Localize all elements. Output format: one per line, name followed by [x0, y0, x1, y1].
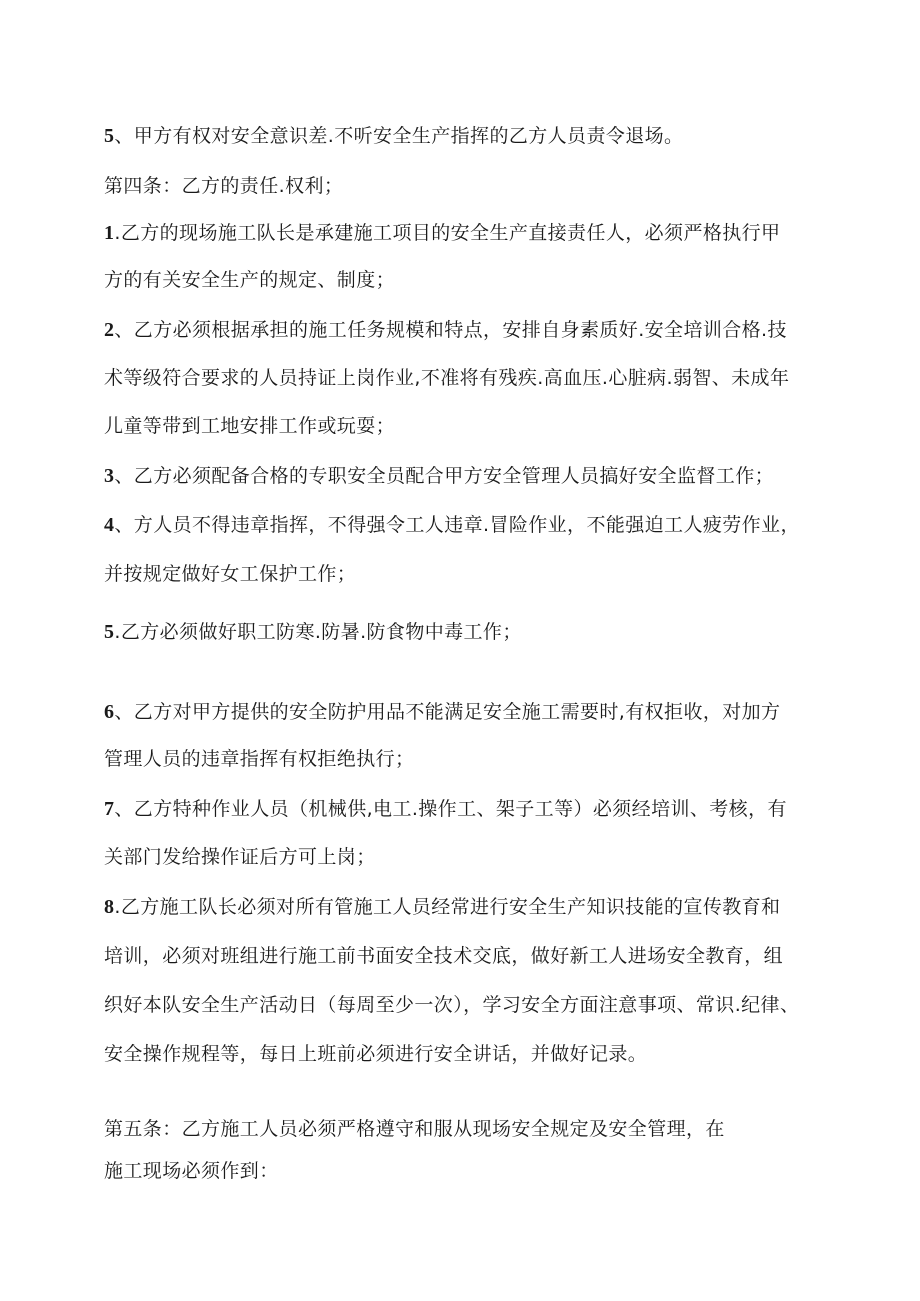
- clause-line: [104, 221, 780, 245]
- clause-text: 术等级符合要求的人员持证上岗作业,不准将有残疾.高血压.心脏病.弱智、未成年: [104, 367, 790, 389]
- clause-line: [104, 895, 780, 919]
- clause-line: [104, 797, 787, 821]
- clause-number: 6: [104, 701, 115, 723]
- clause-text: 、乙方必须根据承担的施工任务规模和特点，安排自身素质好.安全培训合格.技: [114, 319, 787, 341]
- clause-text: 管理人员的违章指挥有权拒绝执行；: [104, 748, 415, 770]
- clause-text: 并按规定做好女工保护工作；: [104, 563, 357, 585]
- article-heading-text: 第五条：乙方施工人员必须严格遵守和服从现场安全规定及安全管理，在: [104, 1118, 725, 1140]
- clause-text: 织好本队安全生产活动日（每周至少一次），学习安全方面注意事项、常识.纪律、: [104, 994, 800, 1016]
- clause-line: [104, 124, 683, 148]
- clause-continuation: [104, 268, 395, 292]
- article-heading: [104, 174, 343, 198]
- clause-line: [104, 318, 787, 342]
- clause-text: 施工现场必须作到：: [104, 1160, 279, 1182]
- clause-text: .乙方施工队长必须对所有管施工人员经常进行安全生产知识技能的宣传教育和: [114, 896, 781, 918]
- clause-number: 5: [104, 125, 115, 147]
- clause-number: 5: [104, 621, 115, 643]
- clause-text: 方的有关安全生产的规定、制度；: [104, 269, 396, 291]
- article-heading: [104, 1117, 725, 1141]
- clause-text: 儿童等带到工地安排工作或玩耍；: [104, 415, 396, 437]
- clause-continuation: [104, 747, 414, 771]
- clause-number: 8: [104, 896, 115, 918]
- clause-line: [104, 700, 780, 724]
- clause-text: .乙方必须做好职工防寒.防暑.防食物中毒工作；: [114, 621, 522, 643]
- clause-text: 、乙方必须配备合格的专职安全员配合甲方安全管理人员搞好安全监督工作；: [114, 465, 775, 487]
- clause-line: [104, 513, 800, 537]
- clause-number: 2: [104, 319, 115, 341]
- clause-continuation: [104, 993, 799, 1017]
- clause-text: 、乙方特种作业人员（机械供,电工.操作工、架子工等）必须经培训、考核，有: [114, 798, 787, 820]
- clause-continuation: [104, 1159, 279, 1183]
- clause-continuation: [104, 414, 395, 438]
- clause-continuation: [104, 1042, 647, 1066]
- clause-number: 1: [104, 222, 115, 244]
- clause-continuation: [104, 845, 376, 869]
- clause-continuation: [104, 366, 789, 390]
- clause-text: 、甲方有权对安全意识差.不听安全生产指挥的乙方人员责令退场。: [114, 125, 684, 147]
- clause-text: 安全操作规程等，每日上班前必须进行安全讲话，并做好记录。: [104, 1043, 648, 1065]
- clause-number: 3: [104, 465, 115, 487]
- clause-continuation: [104, 562, 356, 586]
- clause-number: 7: [104, 798, 115, 820]
- clause-number: 4: [104, 514, 115, 536]
- clause-continuation: [104, 944, 783, 968]
- clause-text: 、方人员不得违章指挥，不得强令工人违章.冒险作业，不能强迫工人疲劳作业，: [114, 514, 800, 536]
- clause-line: [104, 620, 522, 644]
- clause-text: .乙方的现场施工队长是承建施工项目的安全生产直接责任人，必须严格执行甲: [114, 222, 781, 244]
- clause-text: 、乙方对甲方提供的安全防护用品不能满足安全施工需要时,有权拒收，对加方: [114, 701, 781, 723]
- clause-line: [104, 464, 774, 488]
- clause-text: 培训，必须对班组进行施工前书面安全技术交底，做好新工人进场安全教育，组: [104, 945, 784, 967]
- article-heading-text: 第四条：乙方的责任.权利；: [104, 175, 344, 197]
- clause-text: 关部门发给操作证后方可上岗；: [104, 846, 376, 868]
